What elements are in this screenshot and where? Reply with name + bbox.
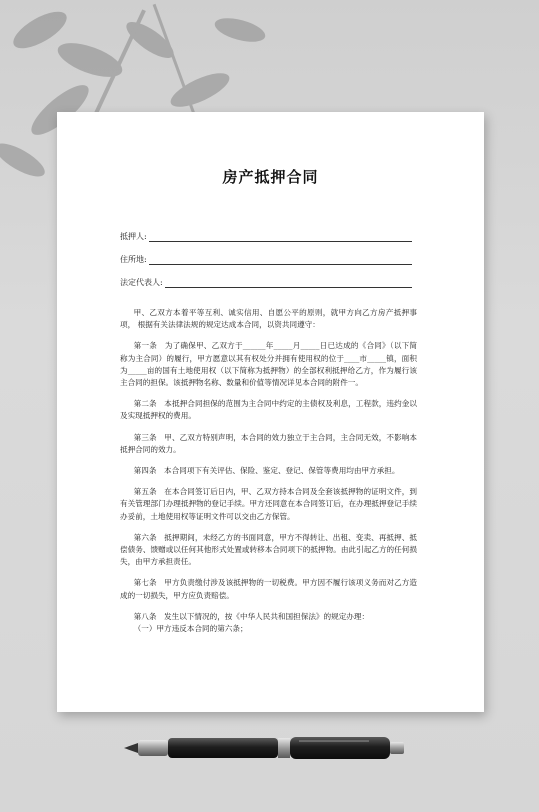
paragraph-article-2: 第二条 本抵押合同担保的范围为主合同中约定的主债权及利息，工程款，违约金以及实现抵押权的费用。 bbox=[120, 399, 417, 421]
paragraph-article-8: 第八条 发生以下情况的，按《中华人民共和国担保法》的规定办理： bbox=[133, 611, 370, 621]
field-legal-representative bbox=[120, 274, 412, 288]
field-line bbox=[149, 232, 412, 242]
paragraph-article-3: 第三条 甲、乙双方特别声明，本合同的效力独立于主合同，主合同无效，不影响本抵押合同的效力。 bbox=[120, 432, 417, 454]
field-address bbox=[120, 251, 412, 265]
paragraph-article-5: 第五条 在本合同签订后日内，甲、乙双方持本合同及全套该抵押物的证明文件，到有关管理部门办理抵押物的登记手续。甲方还同意在本合同签订后，在办理抵押登记手续办妥前，土地使用权等证明文件可以交由乙方保管。 bbox=[120, 487, 417, 521]
field-label: 抵押人: bbox=[120, 232, 147, 241]
field-mortgagor bbox=[120, 228, 412, 242]
paragraph-sub-item-1: （一）甲方违反本合同的第六条； bbox=[133, 624, 248, 634]
paragraph-preamble: 甲、乙双方本着平等互利、诚实信用、自愿公平的原则，就甲方向乙方房产抵押事项， 根据有关法律法规的规定达成本合同，以资共同遵守： bbox=[120, 308, 417, 330]
paragraph-article-6: 第六条 抵押期间，未经乙方的书面同意，甲方不得转让、出租、变卖、再抵押、抵偿债务、馈赠或以任何其他形式处置或转移本合同项下的抵押物。由此引起乙方的任何损失，由甲方承担责任。 bbox=[120, 532, 417, 567]
paragraph-article-7: 第七条 甲方负责缴付涉及该抵押物的一切税费。甲方因不履行该项义务而对乙方造成的一切损失，甲方应负责赔偿。 bbox=[120, 578, 417, 600]
field-label: 住所地: bbox=[120, 255, 147, 264]
paragraph-article-1: 第一条 为了确保甲、乙双方于______年_____月_____日已达成的《合同》（以下简称为主合同）的履行，甲方愿意以其有权处分并拥有使用权的位于____市_____镇，面积为_____亩的国有土地使用权（以下简称为抵押物）的全部权利抵押给乙方，作为履行该主合同的担保。该抵押物名称、数量和价值等情况详见本合同的附件一。 bbox=[120, 341, 417, 388]
field-label: 法定代表人: bbox=[120, 278, 163, 287]
contract-paper bbox=[57, 112, 484, 712]
field-line bbox=[149, 255, 412, 265]
pen-icon bbox=[124, 732, 409, 762]
field-line bbox=[165, 278, 412, 288]
document-title: 房产抵押合同 bbox=[222, 168, 319, 186]
contract-body bbox=[120, 307, 417, 644]
paragraph-article-4: 第四条 本合同项下有关评估、保险、鉴定、登记、保管等费用均由甲方承担。 bbox=[133, 466, 400, 476]
